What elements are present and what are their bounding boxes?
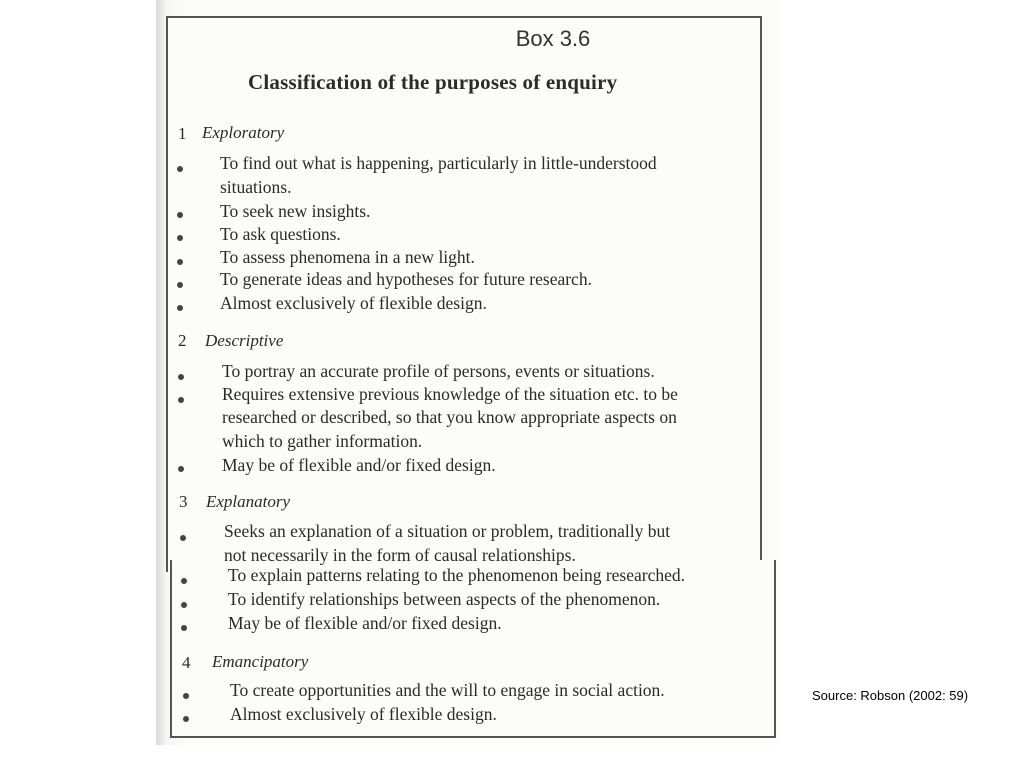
section-3-bullet-1-line-1: Seeks an explanation of a situation or problem, traditionally but xyxy=(224,521,671,541)
section-2-bullet-2-line-1: Requires extensive previous knowledge of the situation etc. to be xyxy=(222,384,678,404)
section-2-bullet-2-line-3: which to gather information. xyxy=(222,431,423,451)
box-label: Box 3.6 xyxy=(515,26,591,51)
section-2-bullet-1: To portray an accurate profile of persons, events or situations. xyxy=(222,361,655,381)
section-3-number: 3 xyxy=(179,492,188,511)
bullet-icon xyxy=(178,374,184,380)
section-1-bullet-1-line-2: situations. xyxy=(220,177,292,197)
bullet-icon xyxy=(177,166,183,172)
bullet-icon xyxy=(183,716,189,722)
section-3-title: Explanatory xyxy=(206,492,291,511)
section-2-number: 2 xyxy=(178,331,187,350)
section-1-title: Exploratory xyxy=(202,123,285,142)
section-1-bullet-1-line-1: To find out what is happening, particularly in little-understood xyxy=(220,153,657,173)
bullet-icon xyxy=(181,578,187,584)
section-3-bullet-2: To explain patterns relating to the phenomenon being researched. xyxy=(228,565,686,585)
bullet-icon xyxy=(177,235,183,241)
section-2-bullet-3: May be of flexible and/or fixed design. xyxy=(222,455,496,475)
bullet-icon xyxy=(177,259,183,265)
section-3-bullet-1-line-2: not necessarily in the form of causal relationships. xyxy=(224,545,576,565)
section-1-number: 1 xyxy=(178,124,187,143)
bullet-icon xyxy=(183,693,189,699)
section-1-bullet-4: To assess phenomena in a new light. xyxy=(220,247,475,267)
section-1-bullet-3: To ask questions. xyxy=(220,224,341,244)
bullet-icon xyxy=(177,305,183,311)
section-1-bullet-5: To generate ideas and hypotheses for future research. xyxy=(220,269,592,289)
bullet-icon xyxy=(178,397,184,403)
section-2-bullet-2-line-2: researched or described, so that you know appropriate aspects on xyxy=(222,407,677,427)
bullet-icon xyxy=(181,625,187,631)
bullet-icon xyxy=(177,282,183,288)
bullet-icon xyxy=(178,466,184,472)
bullet-icon xyxy=(181,602,187,608)
bullet-icon xyxy=(177,212,183,218)
section-1-bullet-2: To seek new insights. xyxy=(220,201,371,221)
section-3-bullet-3: To identify relationships between aspects of the phenomenon. xyxy=(228,589,661,609)
section-4-bullet-2: Almost exclusively of flexible design. xyxy=(230,704,497,724)
source-citation: Source: Robson (2002: 59) xyxy=(812,688,969,703)
bullet-icon xyxy=(180,535,186,541)
section-4-title: Emancipatory xyxy=(212,652,309,671)
section-3-bullet-4: May be of flexible and/or fixed design. xyxy=(228,613,502,633)
section-2-title: Descriptive xyxy=(205,331,284,350)
section-4-bullet-1: To create opportunities and the will to engage in social action. xyxy=(230,680,665,700)
section-4-number: 4 xyxy=(182,653,191,672)
section-1-bullet-6: Almost exclusively of flexible design. xyxy=(220,293,487,313)
box-title: Classification of the purposes of enquiry xyxy=(248,70,618,94)
